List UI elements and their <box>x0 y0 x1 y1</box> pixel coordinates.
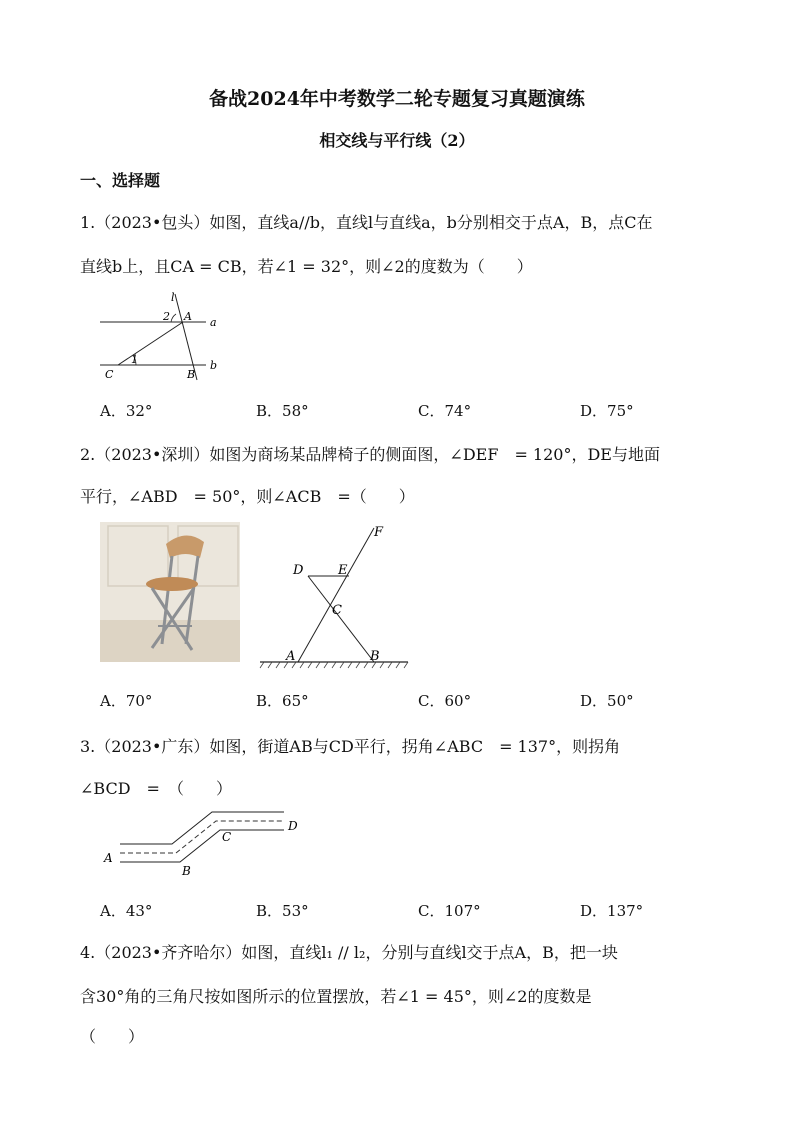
chair-photo <box>100 522 240 662</box>
question-1-option-d: D．75° <box>580 402 634 420</box>
fig1-label-B: B <box>187 368 196 381</box>
question-1-option-b: B．58° <box>256 402 309 420</box>
question-3-line-2: ∠BCD = （ ） <box>80 779 232 798</box>
question-3-option-d: D．137° <box>580 902 644 920</box>
question-1-option-c: C．74° <box>418 402 472 420</box>
question-2-option-c: C．60° <box>418 692 472 710</box>
fig2-label-B: B <box>370 649 380 664</box>
question-2-option-b: B．65° <box>256 692 309 710</box>
fig3-label-A: A <box>104 851 113 865</box>
question-3-option-a: A．43° <box>100 902 153 920</box>
page-title: 备战2024年中考数学二轮专题复习真题演练 <box>209 88 585 110</box>
fig2-label-E: E <box>338 563 348 578</box>
question-3-option-c: C．107° <box>418 902 481 920</box>
fig2-label-D: D <box>293 563 304 578</box>
question-2-line-1: 2.（2023•深圳）如图为商场某品牌椅子的侧面图，∠DEF = 120°，DE与地面 <box>80 445 660 464</box>
fig3-label-B: B <box>182 864 191 878</box>
fig1-label-C: C <box>105 368 114 381</box>
fig2-label-C: C <box>332 603 342 618</box>
fig2-label-F: F <box>374 525 384 540</box>
question-3-figure <box>100 806 314 880</box>
fig1-label-a: a <box>210 316 217 329</box>
fig3-label-C: C <box>222 830 232 844</box>
question-1-line-1: 1.（2023•包头）如图，直线a//b，直线l与直线a，b分别相交于点A，B，点C在 <box>80 213 653 232</box>
fig1-label-b: b <box>210 359 218 372</box>
question-4-line-2: 含30°角的三角尺按如图所示的位置摆放，若∠1 = 45°，则∠2的度数是 <box>80 987 592 1006</box>
fig3-label-D: D <box>288 819 298 833</box>
fig1-label-2: 2 <box>163 310 170 323</box>
fig1-label-1: 1 <box>131 353 138 366</box>
fig1-label-l: l <box>171 291 175 304</box>
question-2-option-a: A．70° <box>100 692 153 710</box>
question-3-option-b: B．53° <box>256 902 309 920</box>
question-2-option-d: D．50° <box>580 692 634 710</box>
page-subtitle: 相交线与平行线（2） <box>319 131 475 150</box>
question-1-option-a: A．32° <box>100 402 153 420</box>
fig1-label-A: A <box>184 310 192 323</box>
question-2-line-2: 平行，∠ABD = 50°，则∠ACB =（ ） <box>80 487 415 506</box>
fig2-label-A: A <box>286 649 296 664</box>
question-3-line-1: 3.（2023•广东）如图，街道AB与CD平行，拐角∠ABC = 137°，则拐角 <box>80 737 621 756</box>
question-2-figure <box>256 522 416 670</box>
question-1-line-2: 直线b上，且CA = CB，若∠1 = 32°，则∠2的度数为（ ） <box>80 257 533 276</box>
question-4-line-1: 4.（2023•齐齐哈尔）如图，直线l₁ // l₂，分别与直线l交于点A，B，把一块 <box>80 943 618 962</box>
section-heading: 一、选择题 <box>80 171 161 190</box>
question-4-line-3: （ ） <box>80 1027 145 1046</box>
question-1-figure <box>96 290 236 382</box>
